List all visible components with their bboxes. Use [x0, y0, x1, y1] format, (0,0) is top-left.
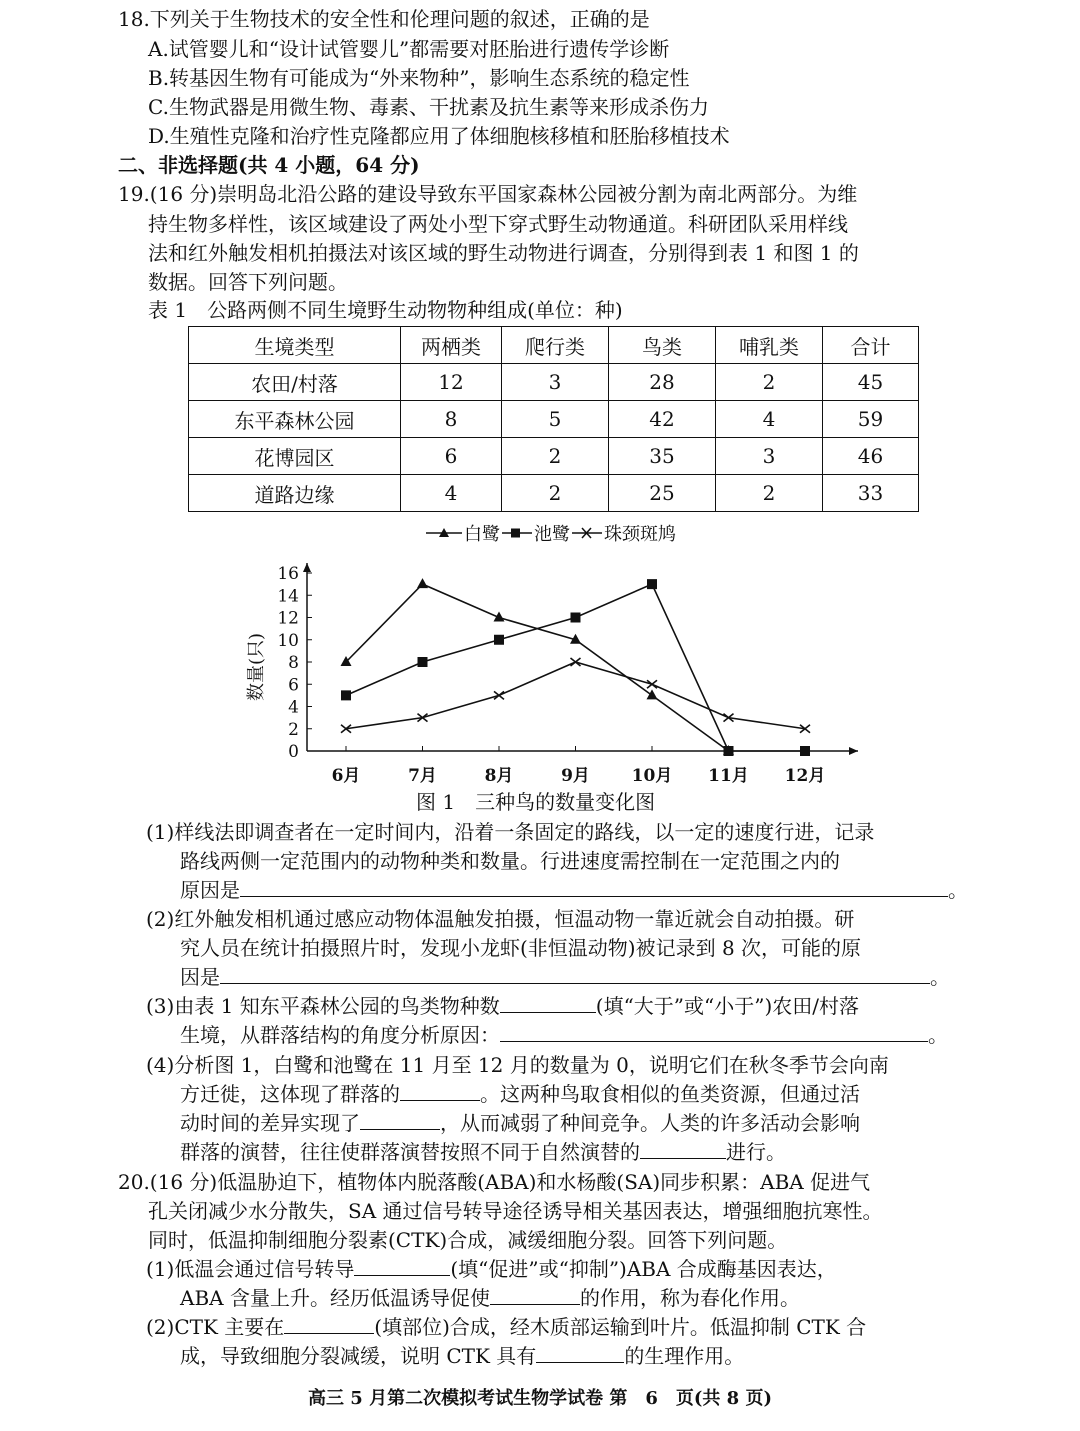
table-cell: 3 [502, 364, 609, 401]
table-row [189, 401, 919, 438]
y-tick-label: 16 [277, 564, 299, 584]
legend-label: 珠颈斑鸠 [604, 524, 676, 545]
data-point-square [418, 657, 428, 667]
table-cell: 2 [716, 475, 823, 512]
table-cell: 35 [609, 438, 716, 475]
q20-part-1-line-2 [180, 1284, 800, 1312]
table-row [189, 438, 919, 475]
q19-stem-line-3: 法和红外触发相机拍摄法对该区域的野生动物进行调查，分别得到表 1 和图 1 的 [148, 241, 859, 265]
text-segment: 。 [928, 1023, 948, 1047]
text-segment: 群落的演替，往往使群落演替按照不同于自然演替的 [180, 1140, 640, 1164]
page-footer: 高三 5 月第二次模拟考试生物学试卷 第 6 页(共 8 页) [308, 1388, 772, 1409]
x-axis-arrow-icon [849, 747, 858, 755]
answer-blank[interactable] [354, 1255, 450, 1276]
series-line-2 [346, 584, 805, 751]
text-segment: 生境，从群落结构的角度分析原因： [180, 1023, 500, 1047]
text-segment: 因是 [180, 965, 220, 989]
text-segment: (填“大于”或“小于”)农田/村落 [595, 994, 860, 1018]
y-axis-arrow-icon [303, 563, 311, 572]
x-tick-label: 12月 [784, 766, 826, 786]
q20-part-1-line-1 [146, 1255, 837, 1283]
text-segment: 。 [948, 878, 968, 902]
text-segment: (1)低温会通过信号转导 [146, 1257, 355, 1281]
y-tick-label: 12 [277, 608, 299, 629]
answer-blank[interactable] [536, 1342, 624, 1363]
figure-1-caption: 图 1 三种鸟的数量变化图 [416, 790, 656, 814]
table-cell: 花博园区 [189, 438, 401, 475]
y-tick-label: 10 [277, 630, 299, 651]
data-point-x [647, 680, 657, 688]
table-row [189, 475, 919, 512]
table-cell: 东平森林公园 [189, 401, 401, 438]
q20-stem-line-1: 20.(16 分)低温胁迫下，植物体内脱落酸(ABA)和水杨酸(SA)同步积累：ABA 促进气 [118, 1170, 871, 1194]
text-segment: ，从而减弱了种间竞争。人类的许多活动会影响 [440, 1111, 860, 1135]
q18-option-a: A.试管婴儿和“设计试管婴儿”都需要对胚胎进行遗传学诊断 [148, 37, 670, 61]
q18-option-c: C.生物武器是用微生物、毒素、干扰素及抗生素等来形成杀伤力 [148, 95, 709, 119]
data-point-triangle [417, 578, 428, 588]
q19-part-2-line-1: (2)红外触发相机通过感应动物体温触发拍摄，恒温动物一靠近就会自动拍摄。研 [146, 907, 855, 931]
text-segment: 成，导致细胞分裂减缓，说明 CTK 具有 [180, 1344, 537, 1368]
q19-part-1-line-1: (1)样线法即调查者在一定时间内，沿着一条固定的路线，以一定的速度行进，记录 [146, 820, 875, 844]
q18-stem: 18.下列关于生物技术的安全性和伦理问题的叙述，正确的是 [118, 7, 650, 31]
q18-option-d: D.生殖性克隆和治疗性克隆都应用了体细胞核移植和胚胎移植技术 [148, 124, 730, 148]
table-header-row [189, 327, 919, 364]
y-axis-label: 数量(只) [246, 632, 267, 702]
text-segment: 。 [930, 965, 950, 989]
data-point-square [800, 746, 810, 756]
answer-blank[interactable] [220, 963, 930, 984]
answer-blank[interactable] [640, 1138, 726, 1159]
text-segment: 的作用，称为春化作用。 [579, 1286, 800, 1310]
table-cell: 33 [823, 475, 919, 512]
table-header-cell: 合计 [823, 327, 919, 364]
q19-stem-line-1: 19.(16 分)崇明岛北沿公路的建设导致东平国家森林公园被分割为南北两部分。为维 [118, 182, 858, 206]
data-point-x [494, 691, 504, 699]
answer-blank[interactable] [500, 992, 596, 1013]
line-chart [230, 545, 890, 795]
x-tick-label: 11月 [708, 766, 749, 786]
table-cell: 3 [716, 438, 823, 475]
table-cell: 8 [401, 401, 502, 438]
text-segment: 方迁徙，这体现了群落的 [180, 1082, 400, 1106]
y-tick-label: 4 [288, 697, 299, 718]
y-tick-label: 8 [288, 653, 299, 673]
table-cell: 59 [823, 401, 919, 438]
q18-option-b: B.转基因生物有可能成为“外来物种”，影响生态系统的稳定性 [148, 66, 690, 90]
section-2-heading: 二、非选择题(共 4 小题，64 分) [118, 153, 420, 177]
x-tick-label: 8月 [484, 766, 514, 786]
table-cell: 46 [823, 438, 919, 475]
q20-part-2-line-1 [146, 1313, 866, 1341]
table-cell: 12 [401, 364, 502, 401]
table-1 [188, 326, 919, 512]
legend-triangle-marker-icon [424, 526, 464, 540]
table-cell: 6 [401, 438, 502, 475]
table-header-cell: 哺乳类 [716, 327, 823, 364]
answer-blank[interactable] [240, 876, 948, 897]
data-point-square [724, 746, 734, 756]
y-tick-label: 0 [288, 742, 299, 762]
table-cell: 45 [823, 364, 919, 401]
data-point-square [647, 579, 657, 589]
y-tick-label: 2 [288, 719, 299, 740]
data-point-x [571, 658, 581, 666]
series-line-3 [346, 662, 805, 729]
table-cell: 42 [609, 401, 716, 438]
x-tick-label: 6月 [331, 766, 361, 786]
legend-x-marker-icon [570, 526, 604, 540]
table-cell: 25 [609, 475, 716, 512]
legend-label: 池鹭 [534, 524, 570, 545]
q19-part-4-line-4 [180, 1138, 786, 1166]
table-header-cell: 爬行类 [502, 327, 609, 364]
y-tick-label: 6 [288, 675, 299, 696]
data-point-square [341, 690, 351, 700]
table-row [189, 364, 919, 401]
answer-blank[interactable] [400, 1080, 480, 1101]
text-segment: (2)CTK 主要在 [146, 1315, 285, 1339]
text-segment: (填部位)合成，经木质部运输到叶片。低温抑制 CTK 合 [374, 1315, 867, 1339]
answer-blank[interactable] [500, 1021, 928, 1042]
q19-part-3-line-2 [180, 1021, 948, 1049]
text-segment: 动时间的差异实现了 [180, 1111, 360, 1135]
q20-stem-line-2: 孔关闭减少水分散失，SA 通过信号转导途径诱导相关基因表达，增强细胞抗寒性。 [148, 1199, 883, 1223]
chart-legend [424, 520, 676, 546]
answer-blank[interactable] [360, 1109, 440, 1130]
x-tick-label: 10月 [631, 766, 673, 786]
text-segment: 的生理作用。 [624, 1344, 745, 1368]
legend-square-marker-icon [500, 526, 534, 540]
q20-stem-line-3: 同时，低温抑制细胞分裂素(CTK)合成，减缓细胞分裂。回答下列问题。 [148, 1228, 788, 1252]
legend-label: 白鹭 [464, 524, 500, 545]
answer-blank[interactable] [284, 1313, 374, 1334]
table-cell: 2 [716, 364, 823, 401]
text-segment: ABA 含量上升。经历低温诱导促使 [180, 1286, 490, 1310]
text-segment: (填“促进”或“抑制”)ABA 合成酶基因表达， [450, 1257, 837, 1281]
text-segment: 进行。 [726, 1140, 786, 1164]
q19-part-3-line-1 [146, 992, 859, 1020]
answer-blank[interactable] [490, 1284, 580, 1305]
y-tick-label: 14 [277, 586, 299, 607]
text-segment: (3)由表 1 知东平森林公园的鸟类物种数 [146, 994, 500, 1018]
table-cell: 农田/村落 [189, 364, 401, 401]
q19-stem-line-4: 数据。回答下列问题。 [148, 270, 348, 294]
x-tick-label: 9月 [561, 766, 590, 786]
table-cell: 2 [502, 438, 609, 475]
table-header-cell: 生境类型 [189, 327, 401, 364]
x-tick-label: 7月 [408, 766, 437, 786]
data-point-triangle [647, 689, 658, 699]
table-header-cell: 两栖类 [401, 327, 502, 364]
table-cell: 4 [401, 475, 502, 512]
q19-part-1-line-2: 路线两侧一定范围内的动物种类和数量。行进速度需控制在一定范围之内的 [180, 849, 840, 873]
q19-part-1-line-3 [180, 876, 968, 904]
table-cell: 5 [502, 401, 609, 438]
data-point-square [494, 635, 504, 645]
q19-part-4-line-3 [180, 1109, 860, 1137]
table-cell: 2 [502, 475, 609, 512]
table-cell: 道路边缘 [189, 475, 401, 512]
q19-stem-line-2: 持生物多样性，该区域建设了两处小型下穿式野生动物通道。科研团队采用样线 [148, 212, 848, 236]
table-cell: 4 [716, 401, 823, 438]
table-1-caption: 表 1 公路两侧不同生境野生动物物种组成(单位：种) [148, 298, 623, 322]
table-cell: 28 [609, 364, 716, 401]
series-line-1 [346, 584, 729, 751]
q20-part-2-line-2 [180, 1342, 744, 1370]
text-segment: 。这两种鸟取食相似的鱼类资源，但通过活 [480, 1082, 860, 1106]
q19-part-2-line-3 [180, 963, 950, 991]
text-segment: 原因是 [180, 878, 240, 902]
q19-part-4-line-2 [180, 1080, 860, 1108]
table-header-cell: 鸟类 [609, 327, 716, 364]
q19-part-2-line-2: 究人员在统计拍摄照片时，发现小龙虾(非恒温动物)被记录到 8 次，可能的原 [180, 936, 862, 960]
q19-part-4-line-1: (4)分析图 1，白鹭和池鹭在 11 月至 12 月的数量为 0，说明它们在秋冬季节会向南 [146, 1053, 889, 1077]
data-point-square [571, 613, 581, 623]
